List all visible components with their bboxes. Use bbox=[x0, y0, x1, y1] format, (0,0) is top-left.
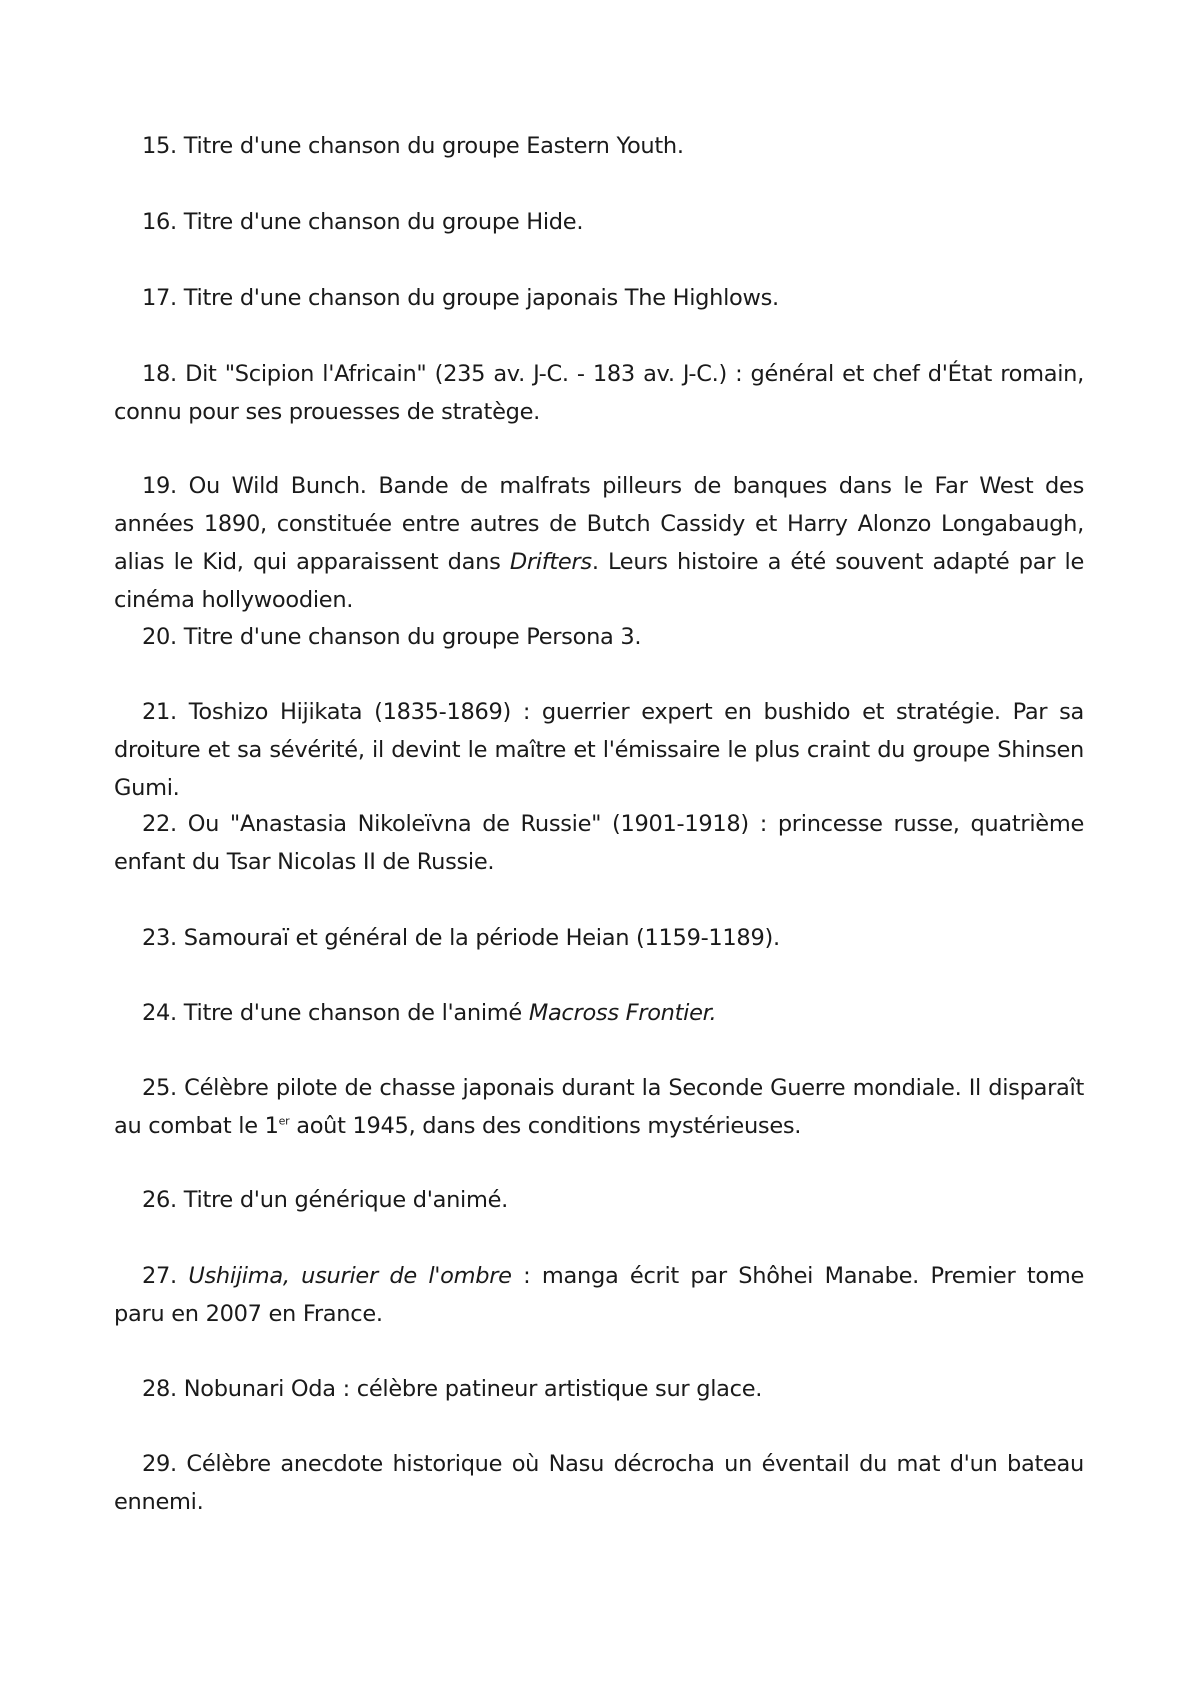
note-number: 20. bbox=[142, 624, 177, 650]
note-text: Dit "Scipion l'Africain" (235 av. J-C. - 183 av. J-C.) : général et chef d'État romain, connu pour ses prouesses de stratège. bbox=[114, 361, 1084, 425]
note-21 bbox=[114, 693, 1084, 807]
note-text: Titre d'une chanson du groupe Persona 3. bbox=[183, 624, 642, 650]
ordinal-superscript: er bbox=[278, 1114, 290, 1128]
note-19 bbox=[114, 467, 1084, 619]
note-number: 19. bbox=[142, 473, 177, 499]
note-text-end: : manga écrit par Shôhei Manabe. Premier tome paru en 2007 en France. bbox=[114, 1263, 1084, 1327]
note-text: Ou Wild Bunch. Bande de malfrats pilleurs de banques dans le Far West des années 1890, constituée entre autres de Butch Cassidy et Harry Alonzo Longabaugh, alias le Kid, qui apparaissent dans bbox=[114, 473, 1084, 575]
note-29 bbox=[114, 1445, 1084, 1521]
note-24 bbox=[114, 994, 1084, 1032]
note-text: Ou "Anastasia Nikoleïvna de Russie" (1901-1918) : princesse russe, quatrième enfant du Tsar Nicolas II de Russie. bbox=[114, 811, 1085, 875]
note-text-end: . Leurs histoire a été souvent adapté par le cinéma hollywoodien. bbox=[114, 549, 1084, 613]
note-25 bbox=[114, 1069, 1084, 1145]
note-text: Toshizo Hijikata (1835-1869) : guerrier expert en bushido et stratégie. Par sa droiture et sa sévérité, il devint le maître et l'émissaire le plus craint du groupe Shinsen Gumi. bbox=[114, 699, 1084, 801]
note-number: 24. bbox=[142, 1000, 177, 1026]
note-18 bbox=[114, 355, 1084, 431]
note-text: Titre d'un générique d'animé. bbox=[183, 1187, 509, 1213]
note-number: 15. bbox=[142, 133, 177, 159]
note-28 bbox=[114, 1370, 1084, 1408]
note-text: Célèbre anecdote historique où Nasu décrocha un éventail du mat d'un bateau ennemi. bbox=[114, 1451, 1084, 1515]
note-text: Titre d'une chanson de l'animé bbox=[183, 1000, 529, 1026]
note-number: 27. bbox=[142, 1263, 177, 1289]
note-20 bbox=[114, 618, 1084, 656]
note-text: Titre d'une chanson du groupe japonais The Highlows. bbox=[183, 285, 779, 311]
note-number: 18. bbox=[142, 361, 177, 387]
note-text: Samouraï et général de la période Heian (1159-1189). bbox=[183, 925, 780, 951]
note-number: 26. bbox=[142, 1187, 177, 1213]
note-number: 17. bbox=[142, 285, 177, 311]
note-number: 23. bbox=[142, 925, 177, 951]
note-text: Nobunari Oda : célèbre patineur artistique sur glace. bbox=[183, 1376, 763, 1402]
note-text: Titre d'une chanson du groupe Hide. bbox=[183, 209, 584, 235]
note-number: 16. bbox=[142, 209, 177, 235]
note-number: 25. bbox=[142, 1075, 177, 1101]
note-italic-title: Drifters bbox=[509, 549, 592, 575]
note-italic-title: Macross Frontier. bbox=[528, 1000, 717, 1026]
note-number: 28. bbox=[142, 1376, 177, 1402]
note-number: 29. bbox=[142, 1451, 177, 1477]
note-text: Titre d'une chanson du groupe Eastern Youth. bbox=[183, 133, 684, 159]
note-22 bbox=[114, 805, 1084, 881]
note-26 bbox=[114, 1181, 1084, 1219]
note-text-end: août 1945, dans des conditions mystérieuses. bbox=[289, 1113, 802, 1139]
note-text: Célèbre pilote de chasse japonais durant la Seconde Guerre mondiale. Il disparaît au combat le 1 bbox=[114, 1075, 1084, 1139]
note-italic-title: Ushijima, usurier de l'ombre bbox=[188, 1263, 512, 1289]
note-16 bbox=[114, 203, 1084, 241]
note-27 bbox=[114, 1257, 1084, 1333]
note-number: 22. bbox=[142, 811, 177, 837]
note-17 bbox=[114, 279, 1084, 317]
note-15 bbox=[114, 127, 1084, 165]
note-23 bbox=[114, 919, 1084, 957]
note-number: 21. bbox=[142, 699, 177, 725]
